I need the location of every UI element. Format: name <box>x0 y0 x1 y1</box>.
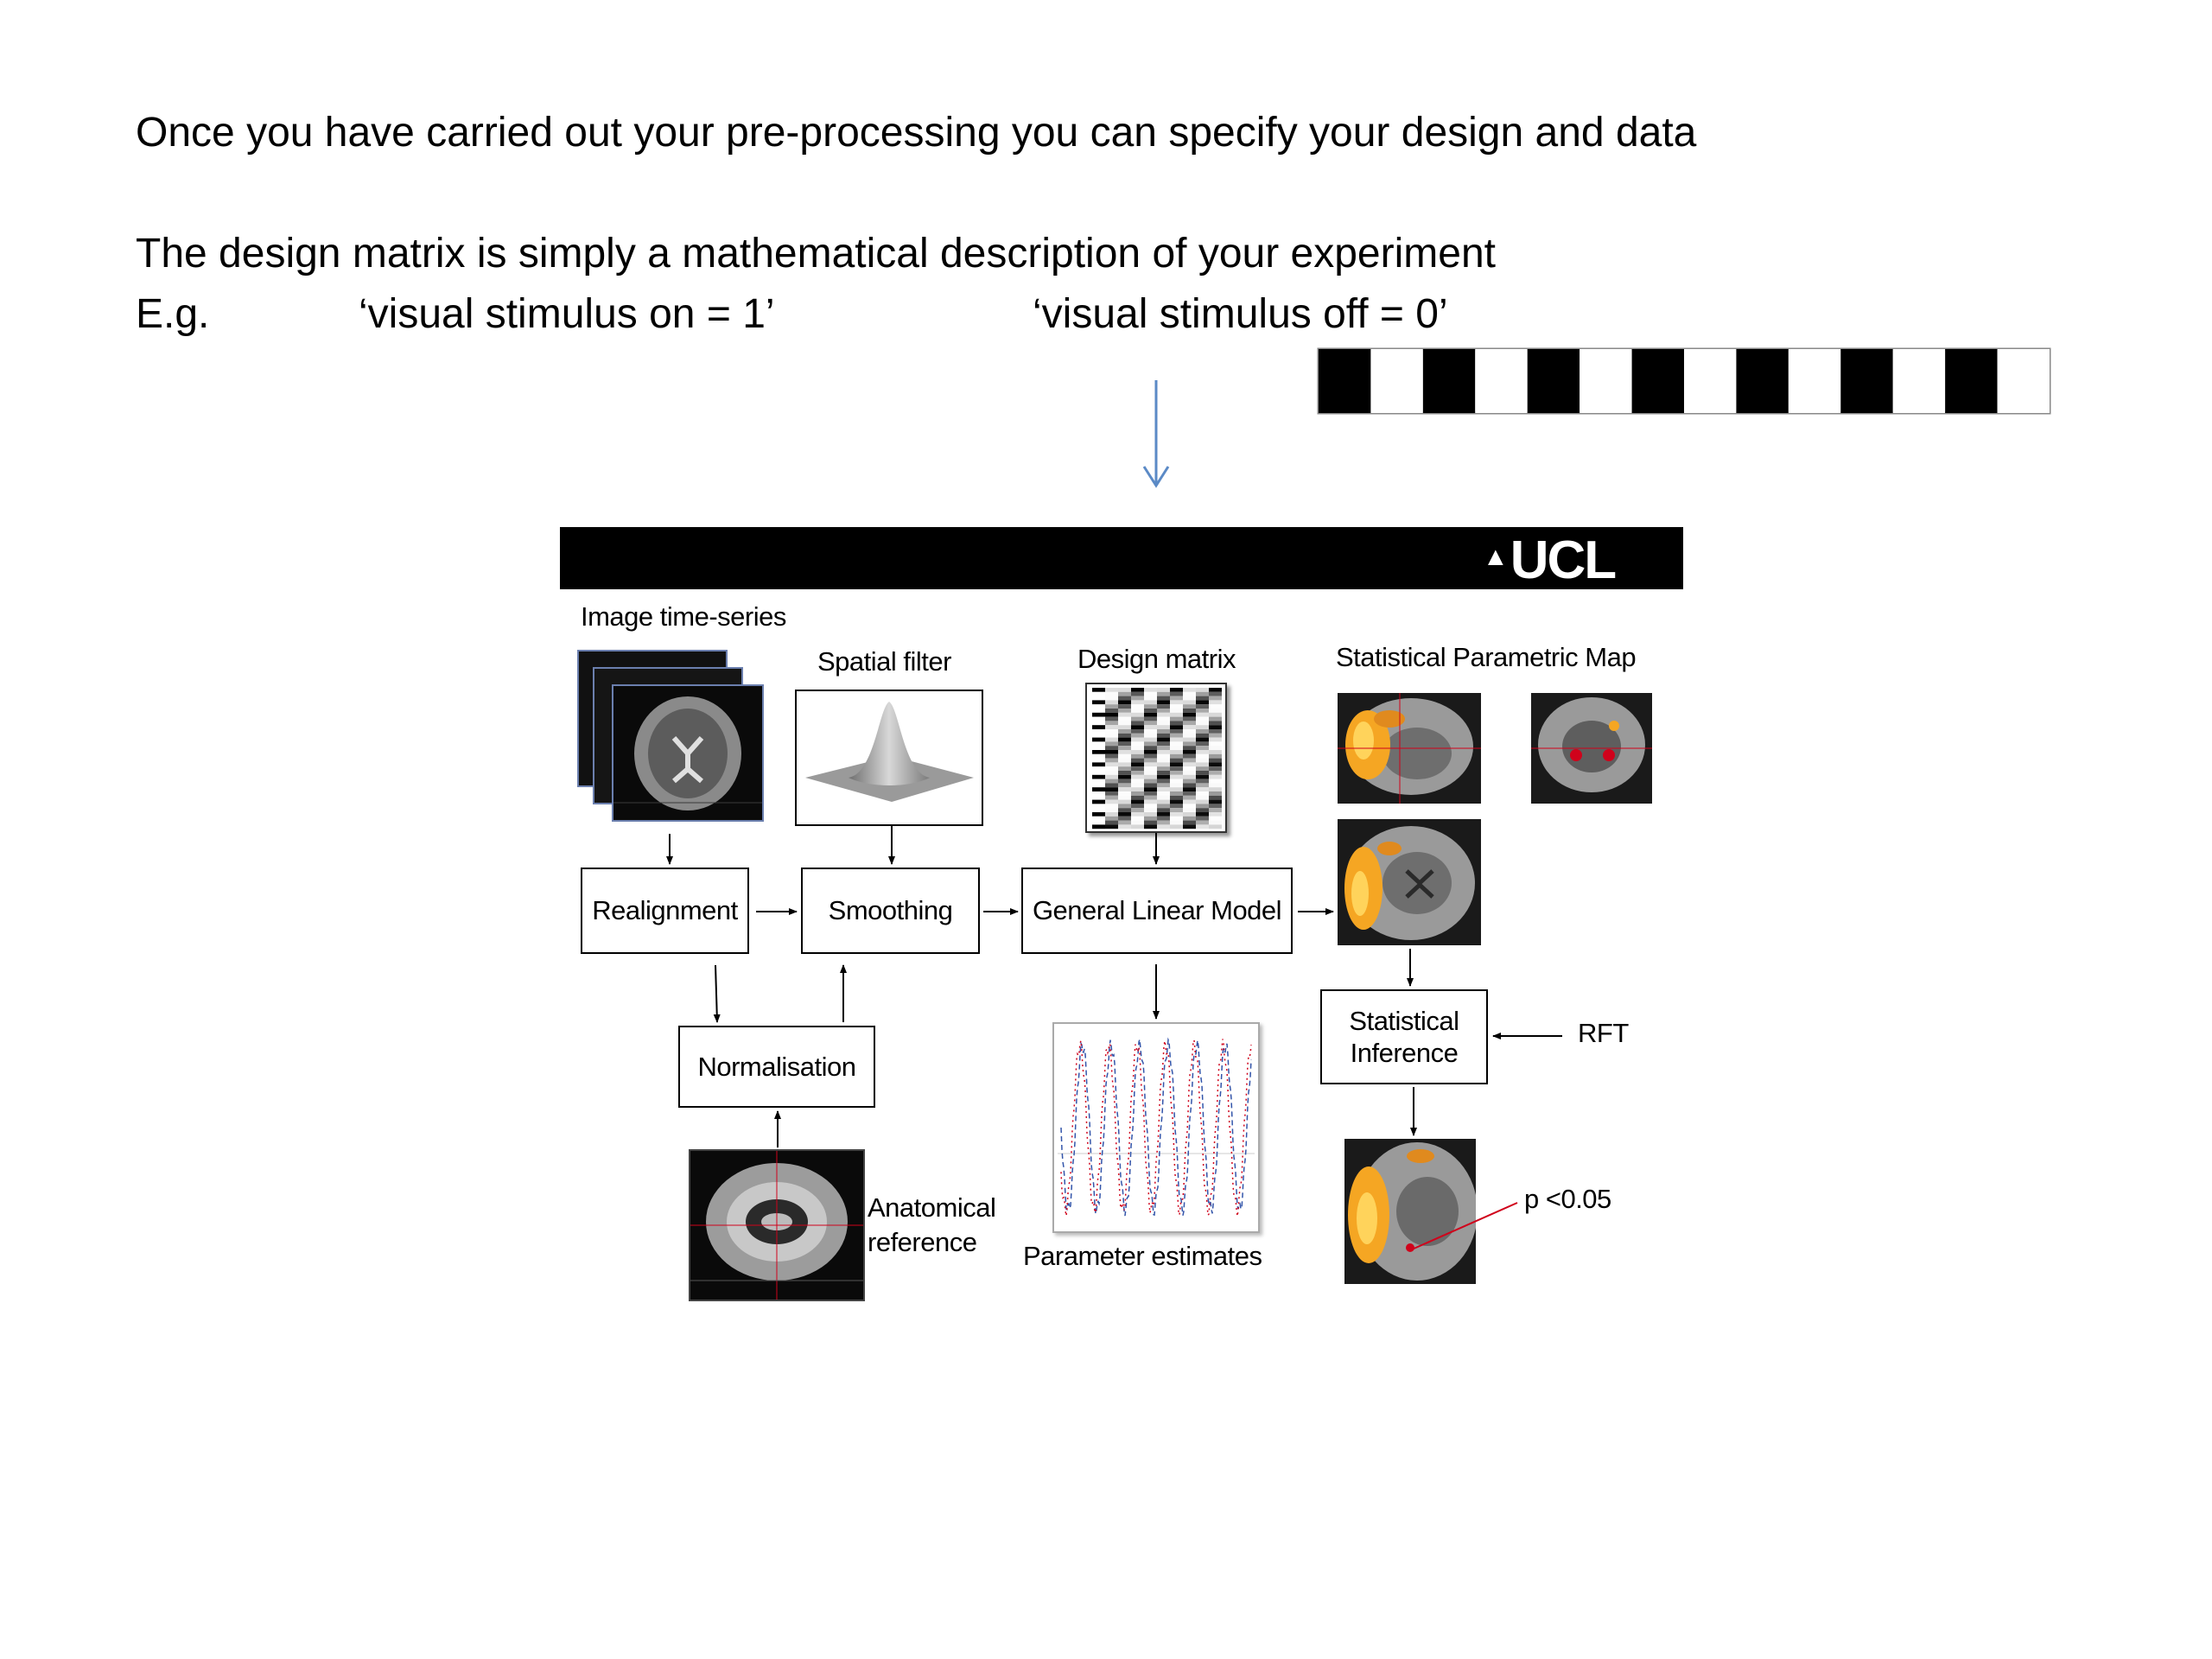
parameter-estimates-plot <box>1052 1022 1260 1233</box>
label-anatomical-2: reference <box>868 1227 977 1257</box>
stimulus-off-block <box>1370 349 1422 413</box>
stimulus-off-block <box>1475 349 1527 413</box>
statistical-inference-box <box>1320 989 1488 1084</box>
result-brain-image <box>1344 1139 1476 1284</box>
stimulus-on-block <box>1840 349 1892 413</box>
label-rft: RFT <box>1578 1018 1629 1048</box>
spatial-filter-image <box>795 690 983 826</box>
label-image-time-series: Image time-series <box>581 601 786 632</box>
stimulus-on-block <box>1528 349 1580 413</box>
stimulus-off-block <box>1580 349 1631 413</box>
label-design-matrix: Design matrix <box>1077 644 1236 674</box>
down-arrow <box>1144 380 1168 486</box>
stimulus-on-block <box>1945 349 1997 413</box>
image-time-series-stack <box>577 650 767 831</box>
stimulus-on-block <box>1423 349 1475 413</box>
arrow-realign-to-normalisation <box>715 965 717 1022</box>
statistical-inference-line-2: Inference <box>1350 1038 1459 1068</box>
label-spatial-filter: Spatial filter <box>817 646 951 677</box>
stimulus-on-block <box>1736 349 1788 413</box>
glm-box: General Linear Model <box>1021 868 1293 954</box>
stimulus-off-block <box>1789 349 1840 413</box>
stimulus-off-block <box>1998 349 2050 413</box>
label-parameter-estimates: Parameter estimates <box>1023 1241 1262 1271</box>
anatomical-reference-image <box>689 1149 865 1301</box>
statistical-inference-line-1: Statistical <box>1349 1005 1459 1036</box>
stimulus-on-label: ‘visual stimulus on = 1’ <box>359 291 775 337</box>
label-anatomical-1: Anatomical <box>868 1192 996 1223</box>
stimulus-off-label: ‘visual stimulus off = 0’ <box>1033 291 1448 337</box>
label-p-value: p <0.05 <box>1524 1184 1611 1214</box>
normalisation-box: Normalisation <box>678 1026 875 1108</box>
design-matrix-image <box>1085 683 1227 833</box>
ucl-logo: ▲UCL <box>1483 531 1616 590</box>
spm-sagittal-image <box>1338 693 1481 804</box>
stimulus-on-block <box>1319 349 1370 413</box>
spm-axial-image <box>1338 819 1481 945</box>
eg-label: E.g. <box>136 291 210 337</box>
intro-line-1: Once you have carried out your pre-processing you can specify your design and data <box>136 110 1697 156</box>
stimulus-on-block <box>1632 349 1684 413</box>
intro-line-2: The design matrix is simply a mathematical description of your experiment <box>136 231 1496 276</box>
brain-slice-front <box>612 684 764 822</box>
stimulus-bar-frame <box>1319 349 2050 413</box>
realignment-box: Realignment <box>581 868 749 954</box>
label-spm: Statistical Parametric Map <box>1336 642 1637 672</box>
stimulus-off-block <box>1684 349 1736 413</box>
smoothing-box: Smoothing <box>801 868 980 954</box>
spm-coronal-image <box>1531 693 1652 804</box>
ucl-logo-mark: ▲ <box>1483 543 1507 571</box>
stimulus-off-block <box>1893 349 1945 413</box>
